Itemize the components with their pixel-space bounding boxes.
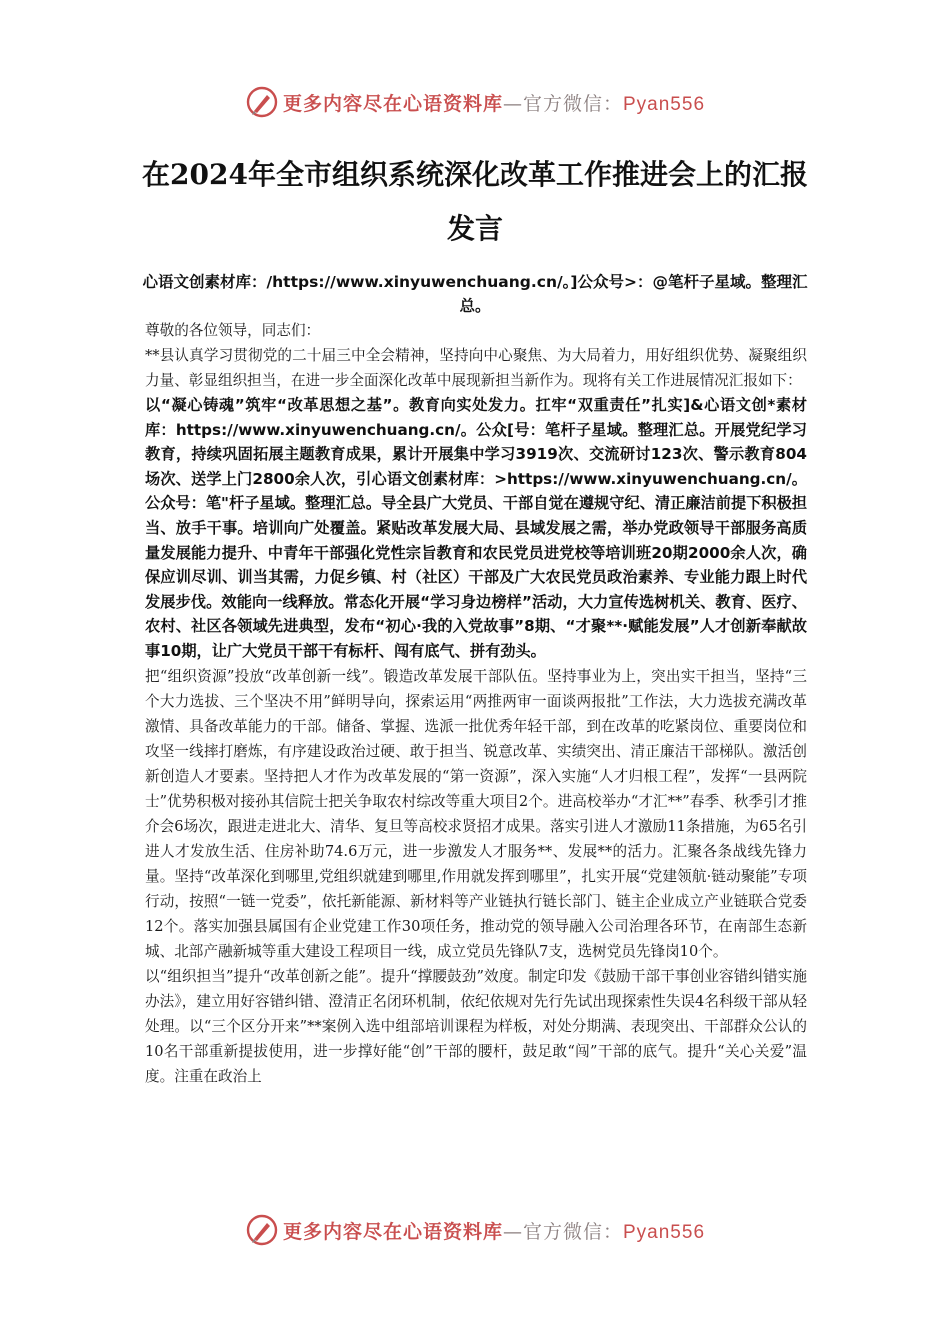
document-body [145,318,807,1089]
bottom-watermark-banner [0,1208,950,1252]
pen-logo-icon [245,85,279,119]
salutation-paragraph: 尊敬的各位领导，同志们： [145,322,321,339]
banner-main-text: 更多内容尽在心语资料库 [282,1220,503,1243]
banner-dash: — [502,92,523,115]
section-paragraph-responsibility: 以“组织担当”提升“改革创新之能”。提升“撑腰鼓劲”效度。制定印发《鼓励干部干事创业容错纠错实施办法》，建立用好容错纠错、澄清正名闭环机制，依纪依规对先行先试出现探索性失误4名科级干部从轻处理。以“三个区分开来”**案例入选中组部培训课程为样板，对处分期满、表现突出、干部群众公认的10名干部重新提拔使用，进一步撑好能“创”干部的腰杆，鼓足敢“闯”干部的底气。提升“关心关爱”温度。注重在政治上 [145,967,807,1085]
section-paragraph-resources: 把“组织资源”投放“改革创新一线”。锻造改革发展干部队伍。坚持事业为上，突出实干担当，坚持“三个大力选拔、三个坚决不用”鲜明导向，探索运用“两推两审一面谈两报批”工作法，大力选拔充满改革激情、具备改革能力的干部。储备、掌握、选派一批优秀年轻干部，到在改革的吃紧岗位、重要岗位和攻坚一线摔打磨炼，有序建设政治过硬、敢于担当、锐意改革、实绩突出、清正廉洁干部梯队。激活创新创造人才要素。坚持把人才作为改革发展的“第一资源”，深入实施“人才归根工程”，发挥“一县两院士”优势积极对接孙其信院士把关争取农村综改等重大项目2个。进高校举办“才汇**”春季、秋季引才推介会6场次，跟进走进北大、清华、复旦等高校求贤招才成果。落实引进人才激励11条措施，为65名引进人才发放生活、住房补助74.6万元，进一步激发人才服务**、发展**的活力。汇聚各条战线先锋力量。坚持“改革深化到哪里,党组织就建到哪里,作用就发挥到哪里”，扎实开展“党建领航·链动聚能”专项行动，按照“一链一党委”，依托新能源、新材料等产业链执行链长部门、链主企业成立产业链联合党委12个。落实加强县属国有企业党建工作30项任务，推动党的领导融入公司治理各环节，在南部生态新城、北部产融新城等重大建设工程项目一线，成立党员先锋队7支，选树党员先锋岗10个。 [145,667,807,960]
banner-official-label: 官方微信： [522,92,623,115]
banner-wechat-id: Pyan556 [623,93,706,115]
banner-text [283,1217,705,1244]
banner-text [283,89,705,116]
banner-official-label: 官方微信： [522,1220,623,1243]
document-title: 在2024年全市组织系统深化改革工作推进会上的汇报发言 [142,158,808,245]
pen-logo-icon [245,1213,279,1247]
banner-wechat-id: Pyan556 [623,1221,706,1243]
banner-dash: — [502,1220,523,1243]
source-line: 心语文创素材库：/https://www.xinyuwenchuang.cn/。]公众号>：@笔杆子星域。整理汇总。 [142,273,808,315]
intro-paragraph: **县认真学习贯彻党的二十届三中全会精神，坚持向中心聚焦、为大局着力，用好组织优势、凝聚组织力量、彰显组织担当，在进一步全面深化改革中展现新担当新作为。现将有关工作进展情况汇报如下： [145,347,807,389]
banner-main-text: 更多内容尽在心语资料库 [282,92,503,115]
top-watermark-banner [0,80,950,124]
section-paragraph-thought: 以“凝心铸魂”筑牢“改革思想之基”。教育向实处发力。扛牢“双重责任”扎实]&心语文创*素材库：https://www.xinyuwenchuang.cn/。公众[号：笔杆子星域。整理汇总。开展党纪学习教育，持续巩固拓展主题教育成果，累计开展集中学习3919次、交流研讨123次、警示教育804场次、送学上门2800余人次，引心语文创素材库：>https://www.xinyuwenchuang.cn/。公众号：笔"杆子星域。整理汇总。导全县广大党员、干部自觉在遵规守纪、清正廉洁前提下积极担当、放手干事。培训向广处覆盖。紧贴改革发展大局、县域发展之需，举办党政领导干部服务高质量发展能力提升、中青年干部强化党性宗旨教育和农民党员进党校等培训班20期2000余人次，确保应训尽训、训当其需，力促乡镇、村（社区）干部及广大农民党员政治素养、专业能力跟上时代发展步伐。效能向一线释放。常态化开展“学习身边榜样”活动，大力宣传选树机关、教育、医疗、农村、社区各领域先进典型，发布“初心·我的入党故事”8期、“才聚**·赋能发展”人才创新奉献故事10期，让广大党员干部干有标杆、闯有底气、拼有劲头。 [145,396,807,660]
